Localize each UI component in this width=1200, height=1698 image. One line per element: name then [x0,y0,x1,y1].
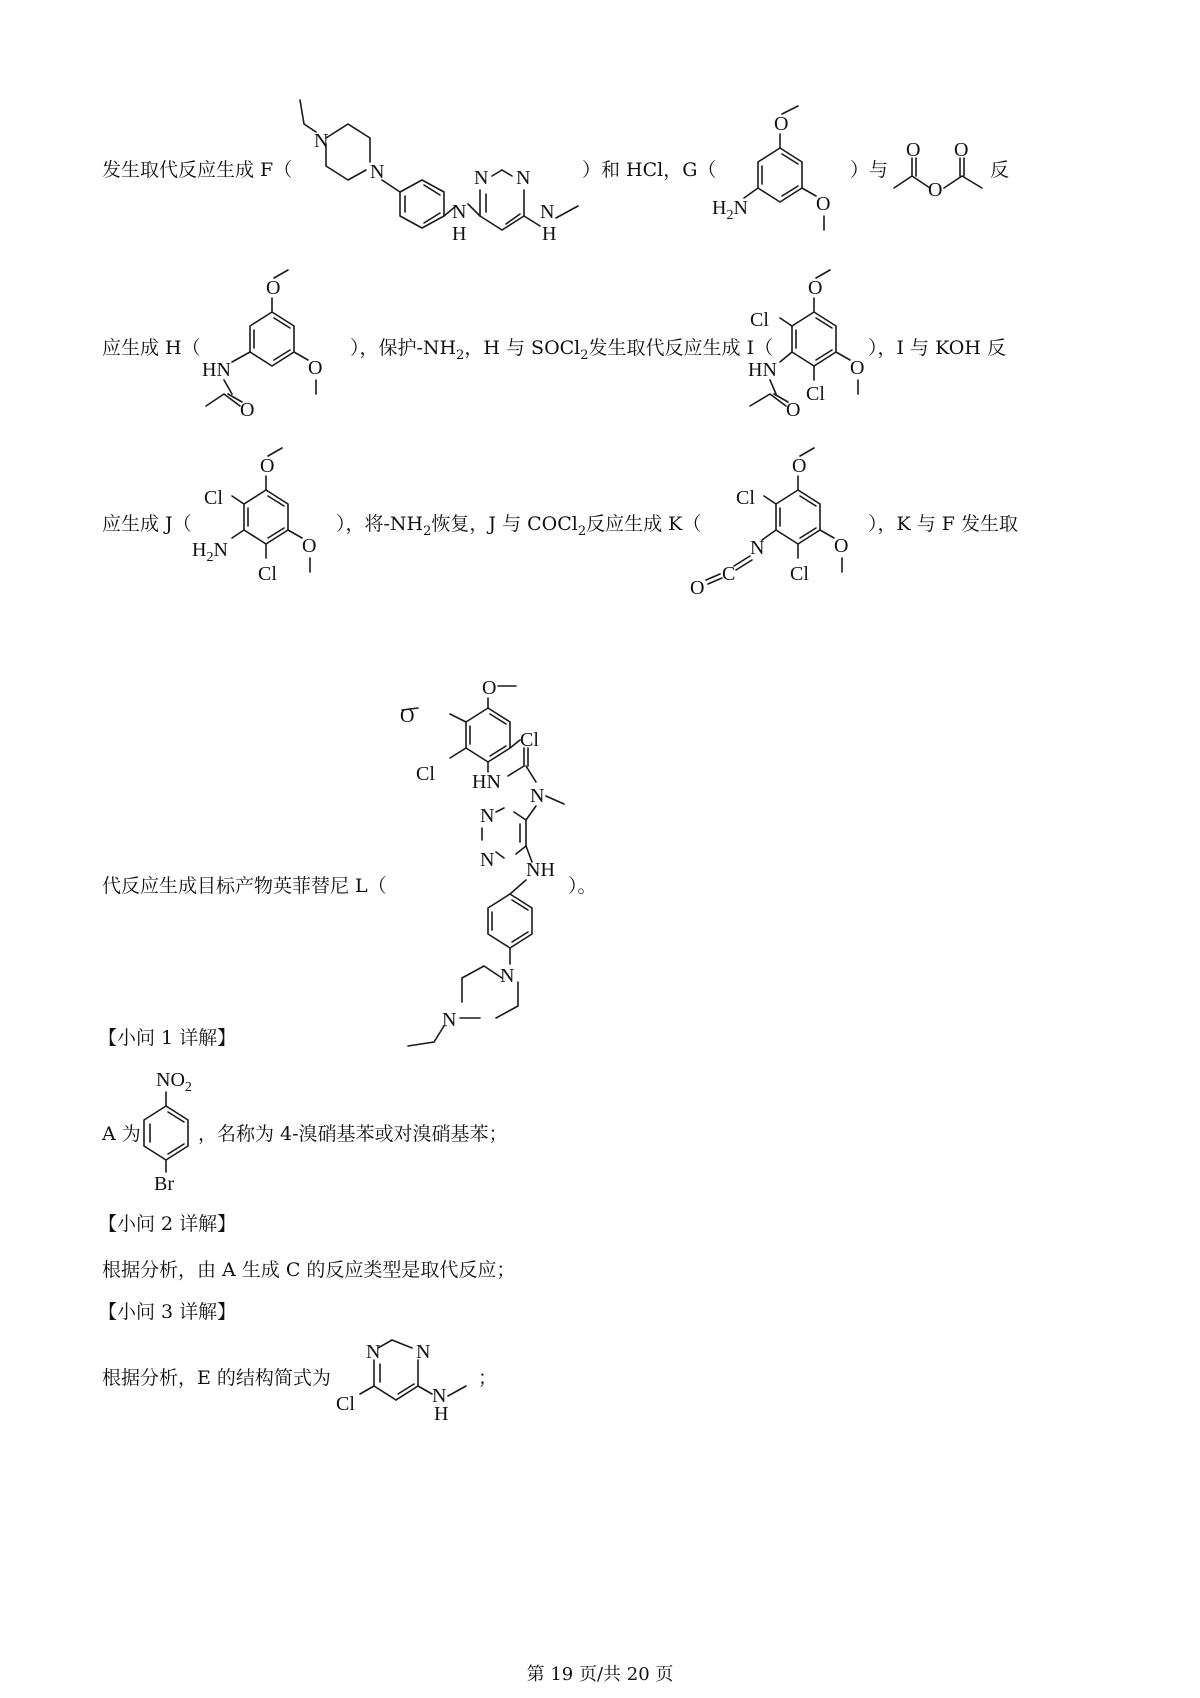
atom-Br: Br [154,1173,174,1195]
atom-O: O [266,277,281,299]
structure-E [336,1330,496,1425]
atom-N: N [370,161,385,183]
line2-text-e: ），I 与 KOH 反 [868,337,1006,359]
urea-HN: HN [472,771,501,793]
q3-text-post: ； [478,1367,498,1389]
atom-O: O [954,139,969,161]
amine-h2n: $H_2N$ [192,539,228,565]
structure-I [746,270,886,430]
structure-H [196,270,356,430]
nitro-group: $NO_2$ [156,1069,192,1095]
line1-text-a: 发生取代反应生成 F（ [102,159,293,181]
atom-N: N [432,1385,447,1407]
atom-Cl: Cl [204,487,223,509]
atom-H: H [542,223,557,245]
atom-Cl: Cl [750,309,769,331]
line3-text-a: 应生成 J（ [102,513,192,535]
atom-O: O [816,193,831,215]
atom-N: N [480,849,495,871]
atom-H: H [452,223,467,245]
atom-Cl: Cl [736,487,755,509]
atom-N: N [442,1009,457,1031]
atom-N: N [474,167,489,189]
atom-Cl: Cl [258,563,277,585]
atom-N: N [500,965,515,987]
atom-Cl: Cl [336,1393,355,1415]
q3-heading: 【小问 3 详解】 [98,1301,237,1323]
atom-C: C [722,563,736,585]
line4-text-a: 代反应生成目标产物英菲替尼 L（ [102,875,387,897]
atom-O: O [482,677,497,699]
atom-N: N [314,130,329,152]
q1-text-pre: A 为 [102,1123,141,1145]
atom-O: O [302,535,317,557]
line3-text-e: ），K 与 F 发生取 [868,513,1018,535]
q3-text-pre: 根据分析，E 的结构简式为 [102,1367,331,1389]
atom-O: O [928,179,943,201]
atom-Cl: Cl [520,729,539,751]
atom-N: N [452,201,467,223]
atom-O: O [400,705,415,727]
atom-H: H [434,1403,449,1425]
atom-O: O [774,113,789,135]
structure-F [296,92,586,252]
atom-O: O [808,277,823,299]
atom-N: N [416,1341,431,1363]
atom-Cl: Cl [416,763,435,785]
atom-O: O [240,399,255,421]
amine-h2n: $H_2N$ [712,197,748,223]
line1-text-b: ）和 HCl，G（ [582,159,717,181]
atom-O: O [906,139,921,161]
q2-heading: 【小问 2 详解】 [98,1213,237,1235]
line1-text-d: 反 [990,159,1010,181]
atom-O: O [850,357,865,379]
q1-text-post: ，名称为 4-溴硝基苯或对溴硝基苯； [198,1123,508,1145]
atom-O: O [786,399,801,421]
atom-N: N [366,1341,381,1363]
line4-text-b: ）。 [568,875,597,897]
line2-text-b: ），保护$-NH_2$，H 与 SOCl$_2$发生取代反应生成 I（ [350,337,774,363]
structure-K [690,448,880,598]
atom-O: O [690,577,705,599]
line2-text-a: 应生成 H（ [102,337,201,359]
atom-O: O [792,455,807,477]
structure-G [712,110,862,240]
page-footer: 第 19 页/共 20 页 [526,1664,674,1685]
q2-text: 根据分析，由 A 生成 C 的反应类型是取代反应； [102,1259,516,1281]
atom-O: O [308,357,323,379]
atom-O: O [260,455,275,477]
amide-HN: HN [202,359,231,381]
structure-acetic-anhydride [890,140,1000,210]
atom-N: N [530,785,545,807]
atom-N: N [750,537,765,559]
aniline-NH: NH [526,859,555,881]
structure-J [190,448,340,588]
line1-text-c: ）与 [850,159,889,181]
amide-HN: HN [748,359,777,381]
atom-N: N [540,201,555,223]
q1-heading: 【小问 1 详解】 [98,1027,237,1049]
atom-N: N [480,805,495,827]
atom-N: N [516,167,531,189]
atom-O: O [834,535,849,557]
atom-Cl: Cl [790,563,809,585]
atom-Cl: Cl [806,383,825,405]
line3-text-b: ），将$-NH_2$恢复，J 与 COCl$_2$反应生成 K（ [336,513,702,539]
structure-L [400,672,600,1092]
